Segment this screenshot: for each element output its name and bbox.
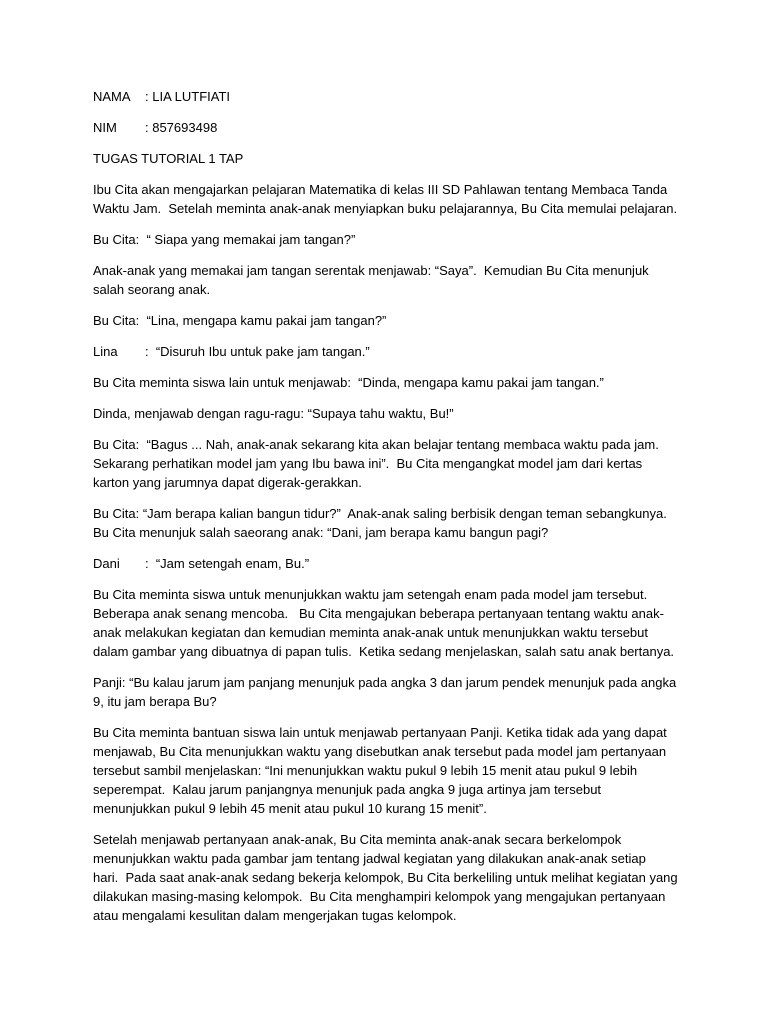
paragraph-panji-question: Panji: “Bu kalau jarum jam panjang menunjuk pada angka 3 dan jarum pendek menunjuk pada angka 9, itu jam berapa Bu?	[93, 675, 677, 709]
nim-line	[93, 118, 693, 137]
paragraph-ask-lina: Bu Cita: “Lina, mengapa kamu pakai jam tangan?”	[93, 313, 387, 328]
paragraph-intro: Ibu Cita akan mengajarkan pelajaran Matematika di kelas III SD Pahlawan tentang Membaca Tanda Waktu Jam. Setelah meminta anak-anak menyiapkan buku pelajarannya, Bu Cita memulai pelajaran.	[93, 182, 678, 216]
dialog-dani	[93, 554, 693, 573]
dialog-dani-text: : “Jam setengah enam, Bu.”	[145, 556, 310, 571]
paragraph-clock-model: Bu Cita: “Bagus ... Nah, anak-anak sekarang kita akan belajar tentang membaca waktu pada jam. Sekarang perhatikan model jam yang Ibu bawa ini”. Bu Cita mengangkat model jam dari kertas karton yang jarumnya dapat digerak-gerakkan.	[93, 437, 659, 490]
paragraph-wake-up: Bu Cita: “Jam berapa kalian bangun tidur?” Anak-anak saling berbisik dengan teman sebangkunya. Bu Cita menunjuk salah saeorang anak: “Dani, jam berapa kamu bangun pagi?	[93, 506, 667, 540]
dialog-lina-text: : “Disuruh Ibu untuk pake jam tangan.”	[145, 344, 370, 359]
paragraph-group-work: Setelah menjawab pertanyaan anak-anak, Bu Cita meminta anak-anak secara berkelompok menunjukkan waktu pada gambar jam tentang jadwal kegiatan yang dilakukan anak-anak setiap hari. Pada saat anak-anak sedang bekerja kelompok, Bu Cita berkeliling untuk melihat kegiatan yang dilakukan masing-masing kelompok. Bu Cita menghampiri kelompok yang mengajukan pertanyaan atau mengalami kesulitan dalam mengerjakan tugas kelompok.	[93, 832, 678, 923]
nama-value: : LIA LUTFIATI	[145, 89, 231, 104]
paragraph-dinda-answer: Dinda, menjawab dengan ragu-ragu: “Supaya tahu waktu, Bu!”	[93, 406, 454, 421]
document-body	[93, 87, 693, 925]
nama-line	[93, 87, 693, 106]
document-title: TUGAS TUTORIAL 1 TAP	[93, 151, 244, 166]
paragraph-half-six: Bu Cita meminta siswa untuk menunjukkan waktu jam setengah enam pada model jam tersebut. Beberapa anak senang mencoba. Bu Cita mengajukan beberapa pertanyaan tentang waktu anak- anak melakukan kegiatan dan kemudian meminta anak-anak untuk menunjukkan waktu tersebut dalam gambar yang dibuatnya di papan tulis. Ketika sedang menjelaskan, salah satu anak bertanya.	[93, 587, 675, 659]
nim-value: : 857693498	[145, 120, 218, 135]
dialog-lina	[93, 342, 693, 361]
paragraph-children-answer: Anak-anak yang memakai jam tangan serentak menjawab: “Saya”. Kemudian Bu Cita menunjuk salah seorang anak.	[93, 263, 649, 297]
paragraph-ask-dinda: Bu Cita meminta siswa lain untuk menjawab: “Dinda, mengapa kamu pakai jam tangan.”	[93, 375, 604, 390]
paragraph-explanation: Bu Cita meminta bantuan siswa lain untuk menjawab pertanyaan Panji. Ketika tidak ada yang dapat menjawab, Bu Cita menunjukkan waktu yang disebutkan anak tersebut pada model jam pertanyaan tersebut sambil menjelaskan: “Ini menunjukkan waktu pukul 9 lebih 15 menit atau pukul 9 lebih seperempat. Kalau jarum panjangnya menunjuk pada angka 9 juga artinya jam tersebut menunjukkan pukul 9 lebih 45 menit atau pukul 10 kurang 15 menit”.	[93, 725, 667, 816]
paragraph-question-watch: Bu Cita: “ Siapa yang memakai jam tangan?”	[93, 232, 356, 247]
nama-label: NAMA	[93, 89, 131, 104]
dialog-dani-speaker: Dani	[93, 556, 120, 571]
dialog-lina-speaker: Lina	[93, 344, 118, 359]
nim-label: NIM	[93, 120, 117, 135]
